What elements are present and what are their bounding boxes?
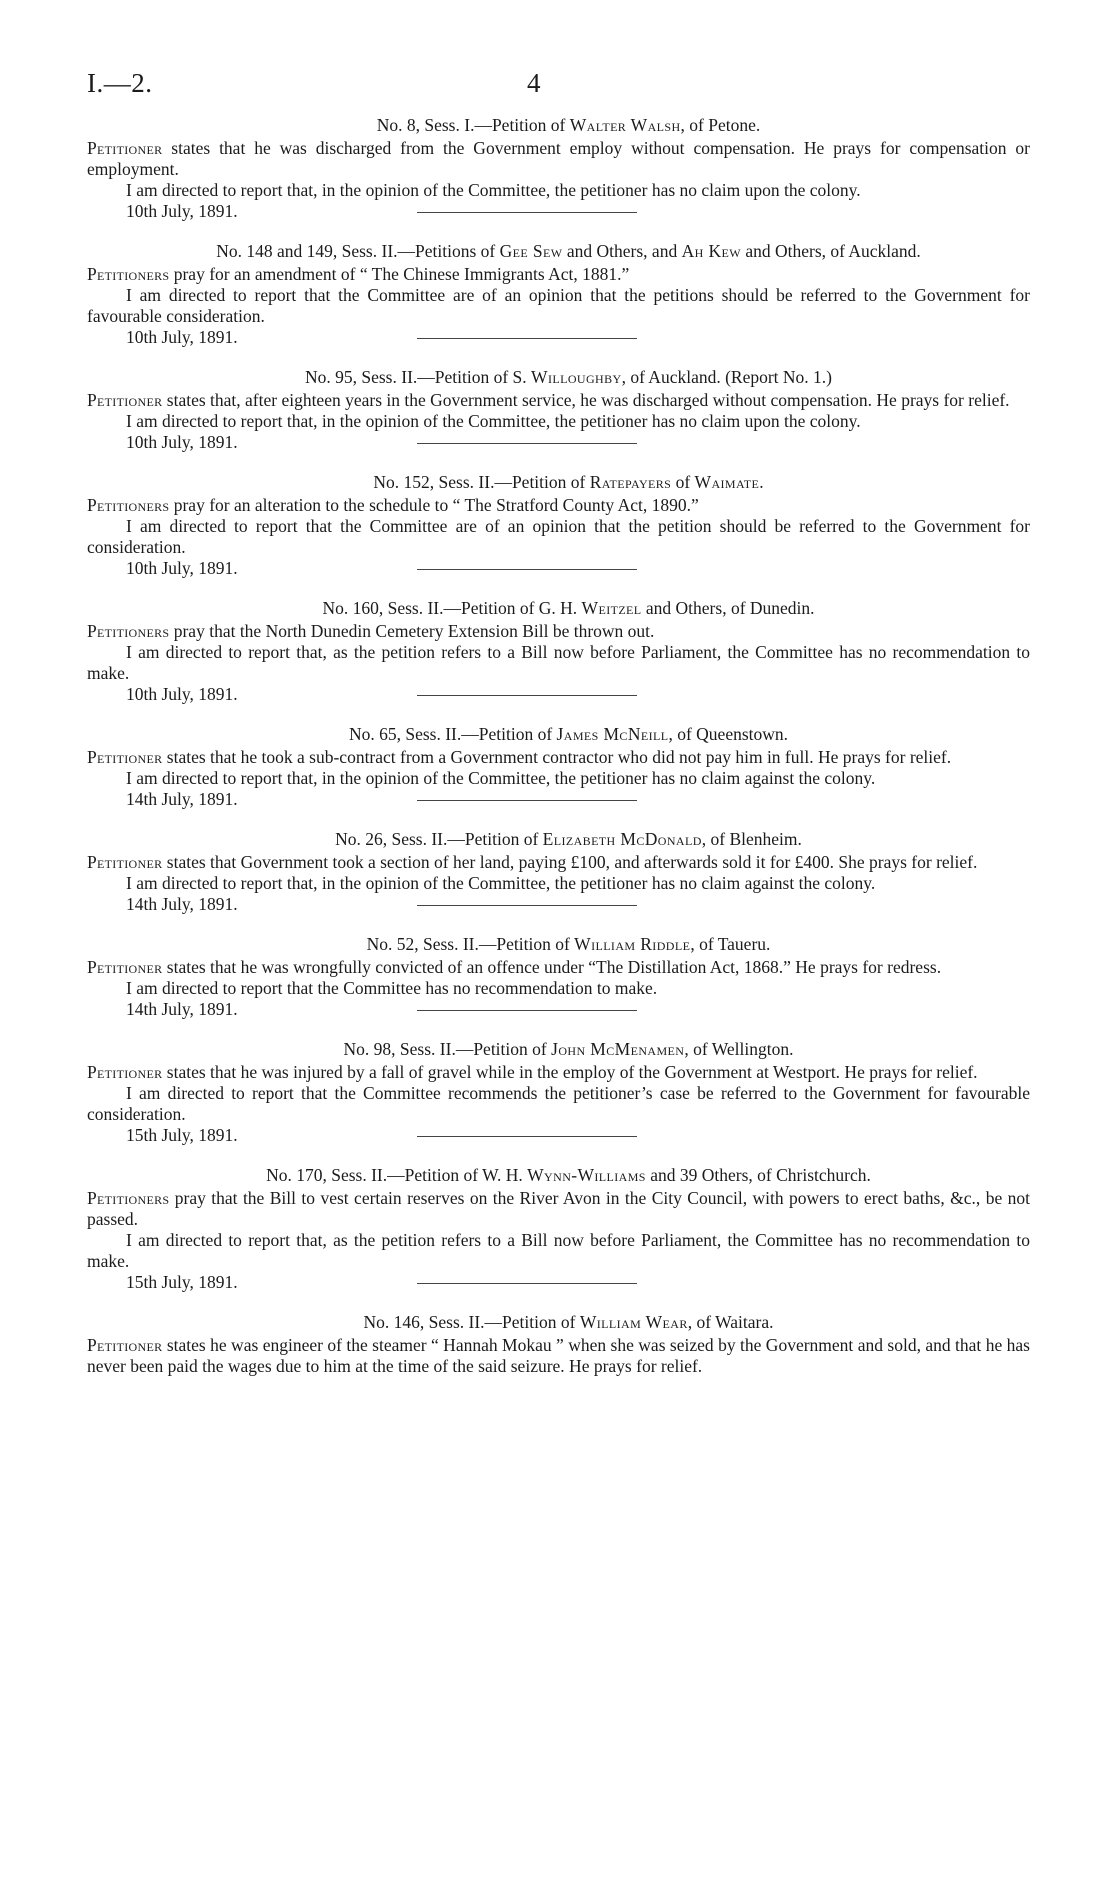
petition-title: No. 148 and 149, Sess. II.—Petitions of Gee Sew and Others, and Ah Kew and Others, of Auckland. <box>216 241 921 261</box>
report-date: 15th July, 1891. <box>126 1125 238 1145</box>
petition-statement: Petitioner states that he took a sub-contract from a Government contractor who did not pay him in full. He prays for relief. <box>87 747 952 767</box>
report-date: 14th July, 1891. <box>126 894 238 914</box>
petition-title: No. 95, Sess. II.—Petition of S. Willoughby, of Auckland. (Report No. 1.) <box>304 367 833 387</box>
separator-rule <box>417 1283 637 1284</box>
report-date-row <box>87 432 1030 457</box>
separator-rule <box>417 1010 637 1011</box>
separator-rule <box>417 569 637 570</box>
petitioner-name: Gee Sew <box>499 241 563 261</box>
petitioner-name: Willoughby <box>531 367 622 387</box>
petitioner-name-2: Waimate <box>694 472 760 492</box>
petition-entry <box>87 1038 1030 1150</box>
report-date-row <box>87 1125 1030 1150</box>
petition-title: No. 160, Sess. II.—Petition of G. H. Weitzel and Others, of Dunedin. <box>322 598 815 618</box>
document-page <box>87 68 1030 1377</box>
paper-reference: I.—2. <box>87 68 153 98</box>
report-date: 14th July, 1891. <box>126 999 238 1019</box>
page-number: 4 <box>527 68 541 98</box>
petitioner-name: Walter Walsh <box>569 115 681 135</box>
petition-entry <box>87 1311 1030 1377</box>
separator-rule <box>417 443 637 444</box>
report-date: 10th July, 1891. <box>126 432 238 452</box>
report-date-row <box>87 1272 1030 1297</box>
separator-rule <box>417 212 637 213</box>
petitioner-name: William Wear <box>579 1312 688 1332</box>
report-date: 10th July, 1891. <box>126 684 238 704</box>
petitioner-name-2: Ah Kew <box>681 241 741 261</box>
petition-title: No. 98, Sess. II.—Petition of John McMenamen, of Wellington. <box>343 1039 794 1059</box>
report-date-row <box>87 201 1030 226</box>
petition-statement: Petitioners pray that the North Dunedin Cemetery Extension Bill be thrown out. <box>87 621 655 641</box>
report-date: 15th July, 1891. <box>126 1272 238 1292</box>
report-date-row <box>87 684 1030 709</box>
petition-statement: Petitioner states that, after eighteen years in the Government service, he was discharged without compensation. He prays for relief. <box>87 390 1010 410</box>
petitioner-name: Elizabeth McDonald <box>542 829 702 849</box>
committee-report: I am directed to report that the Committee are of an opinion that the petition should be referred to the Government for consideration. <box>87 516 1030 557</box>
report-date: 10th July, 1891. <box>126 327 238 347</box>
committee-report: I am directed to report that, as the petition refers to a Bill now before Parliament, the Committee has no recommendation to make. <box>87 1230 1030 1271</box>
petition-entry <box>87 1164 1030 1297</box>
petition-title: No. 152, Sess. II.—Petition of Ratepayers of Waimate. <box>373 472 764 492</box>
separator-rule <box>417 800 637 801</box>
committee-report: I am directed to report that, in the opinion of the Committee, the petitioner has no claim against the colony. <box>126 873 876 893</box>
page-header <box>87 68 1030 114</box>
petition-statement: Petitioners pray that the Bill to vest certain reserves on the River Avon in the City Council, with powers to erect baths, &c., be not passed. <box>87 1188 1030 1229</box>
petition-statement: Petitioner states that he was injured by a fall of gravel while in the employ of the Government at Westport. He prays for relief. <box>87 1062 978 1082</box>
report-date-row <box>87 894 1030 919</box>
petition-entry <box>87 240 1030 352</box>
petition-statement: Petitioners pray for an alteration to the schedule to “ The Stratford County Act, 1890.” <box>87 495 699 515</box>
report-date: 10th July, 1891. <box>126 558 238 578</box>
petition-title: No. 26, Sess. II.—Petition of Elizabeth McDonald, of Blenheim. <box>335 829 802 849</box>
petition-title: No. 52, Sess. II.—Petition of William Riddle, of Taueru. <box>366 934 771 954</box>
petitioner-name: James McNeill <box>556 724 669 744</box>
committee-report: I am directed to report that, as the petition refers to a Bill now before Parliament, the Committee has no recommendation to make. <box>87 642 1030 683</box>
petitioner-name: Wynn-Williams <box>527 1165 646 1185</box>
petition-entry <box>87 471 1030 583</box>
petition-statement: Petitioners pray for an amendment of “ The Chinese Immigrants Act, 1881.” <box>87 264 630 284</box>
petitioner-name: Ratepayers <box>589 472 672 492</box>
report-date-row <box>87 789 1030 814</box>
committee-report: I am directed to report that, in the opinion of the Committee, the petitioner has no claim upon the colony. <box>126 180 861 200</box>
petition-title: No. 65, Sess. II.—Petition of James McNeill, of Queenstown. <box>348 724 789 744</box>
petition-statement: Petitioner states that Government took a section of her land, paying £100, and afterwards sold it for £400. She prays for relief. <box>87 852 978 872</box>
report-date: 10th July, 1891. <box>126 201 238 221</box>
petition-statement: Petitioner states he was engineer of the steamer “ Hannah Mokau ” when she was seized by the Government and sold, and that he has never been paid the wages due to him at the time of the said seizure. He prays for relief. <box>87 1335 1030 1376</box>
petition-title: No. 8, Sess. I.—Petition of Walter Walsh, of Petone. <box>376 115 761 135</box>
report-date: 14th July, 1891. <box>126 789 238 809</box>
report-date-row <box>87 558 1030 583</box>
petition-entry <box>87 366 1030 457</box>
petitioner-name: William Riddle <box>574 934 691 954</box>
petition-statement: Petitioner states that he was discharged from the Government employ without compensation. He prays for compensation or employment. <box>87 138 1030 179</box>
committee-report: I am directed to report that the Committee has no recommendation to make. <box>126 978 658 998</box>
petition-entry <box>87 597 1030 709</box>
petitioner-name: John McMenamen <box>551 1039 685 1059</box>
report-date-row <box>87 327 1030 352</box>
separator-rule <box>417 338 637 339</box>
petition-entry <box>87 723 1030 814</box>
report-date-row <box>87 999 1030 1024</box>
petition-entry <box>87 114 1030 226</box>
petition-title: No. 170, Sess. II.—Petition of W. H. Wynn-Williams and 39 Others, of Christchurch. <box>266 1165 871 1185</box>
petition-entry <box>87 933 1030 1024</box>
committee-report: I am directed to report that the Committee recommends the petitioner’s case be referred to the Government for favourable consideration. <box>87 1083 1030 1124</box>
committee-report: I am directed to report that, in the opinion of the Committee, the petitioner has no claim against the colony. <box>126 768 876 788</box>
separator-rule <box>417 905 637 906</box>
separator-rule <box>417 695 637 696</box>
petition-title: No. 146, Sess. II.—Petition of William Wear, of Waitara. <box>363 1312 774 1332</box>
committee-report: I am directed to report that, in the opinion of the Committee, the petitioner has no claim upon the colony. <box>126 411 861 431</box>
petition-entry <box>87 828 1030 919</box>
petition-statement: Petitioner states that he was wrongfully convicted of an offence under “The Distillation Act, 1868.” He prays for redress. <box>87 957 942 977</box>
petitioner-name: Weitzel <box>581 598 642 618</box>
separator-rule <box>417 1136 637 1137</box>
committee-report: I am directed to report that the Committee are of an opinion that the petitions should be referred to the Government for favourable consideration. <box>87 285 1030 326</box>
